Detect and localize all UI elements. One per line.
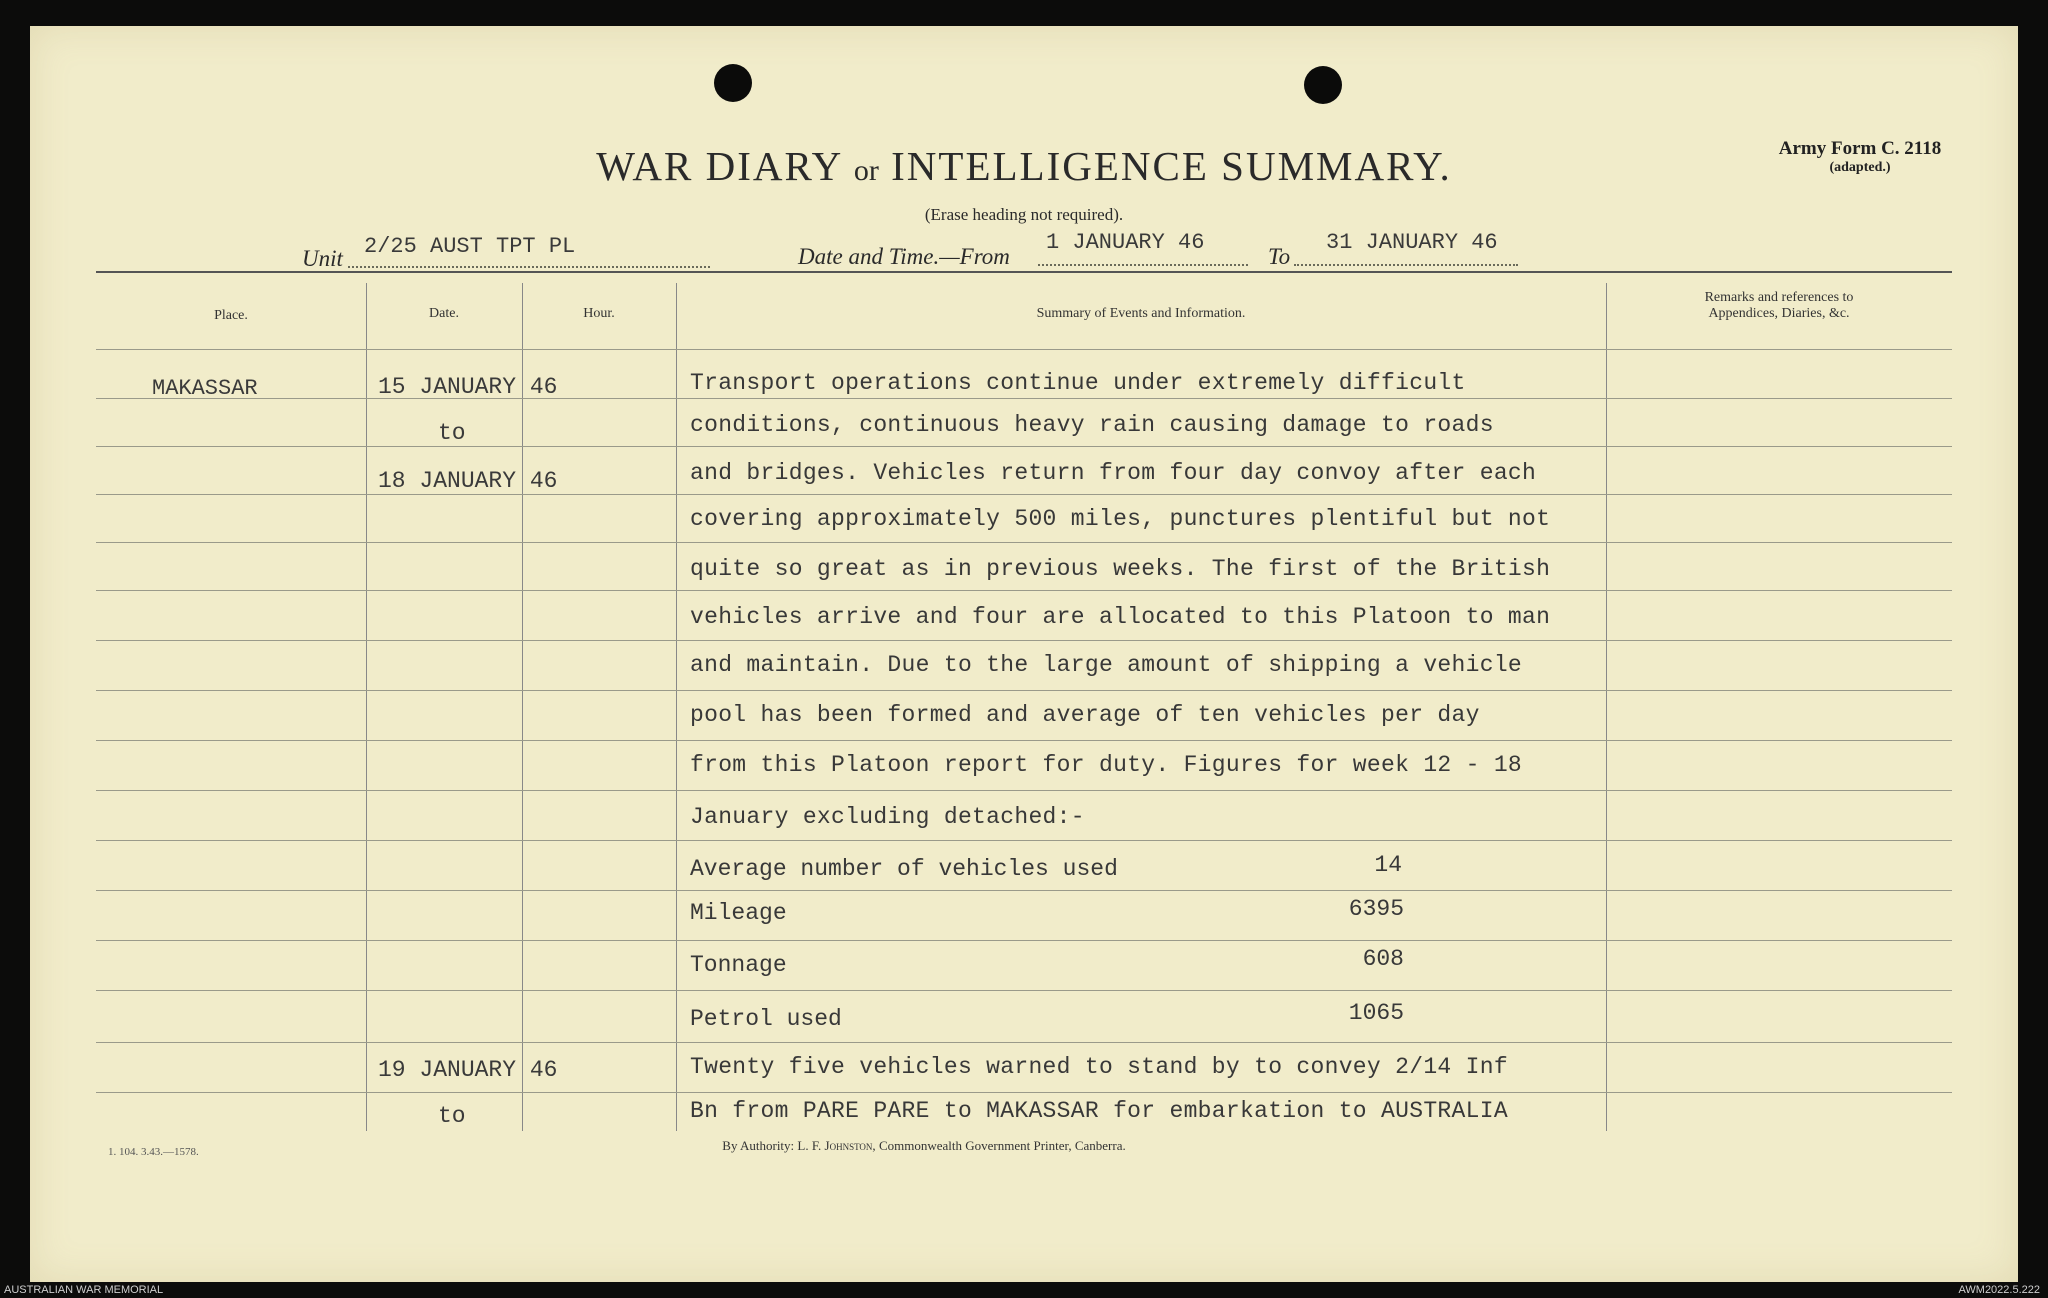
- date-to-entry: to: [438, 1103, 466, 1129]
- unit-value: 2/25 AUST TPT PL: [364, 234, 576, 259]
- place-entry: MAKASSAR: [152, 376, 258, 401]
- form-adapted: (adapted.): [1829, 160, 1891, 175]
- remarks-header-line: Remarks and references to: [1704, 290, 1854, 305]
- authority-rest: Commonwealth Government Printer, Canberra.: [878, 1138, 1126, 1153]
- summary-line: Transport operations continue under extremely difficult: [690, 370, 1466, 396]
- summary-line: Bn from PARE PARE to MAKASSAR for embarkation to AUSTRALIA: [690, 1098, 1508, 1124]
- figure-value: 14: [1374, 852, 1402, 878]
- date-to-entry: to: [438, 420, 466, 446]
- row-rule: [96, 790, 1952, 791]
- row-rule: [96, 940, 1952, 941]
- figure-label: Petrol used: [690, 1006, 842, 1032]
- date-from-value: 1 JANUARY 46: [1046, 230, 1205, 255]
- archive-institution: AUSTRALIAN WAR MEMORIAL: [4, 1284, 164, 1296]
- figure-label: Average number of vehicles used: [690, 856, 1118, 882]
- figure-label: Mileage: [690, 900, 787, 926]
- form-number: Army Form C. 2118: [1778, 138, 1942, 159]
- summary-line: pool has been formed and average of ten vehicles per day: [690, 702, 1480, 728]
- table-top-rule: [96, 271, 1952, 273]
- row-rule: [96, 590, 1952, 591]
- archive-reference: AWM2022.5.222: [1958, 1284, 2040, 1296]
- row-rule: [96, 542, 1952, 543]
- figure-value: 1065: [1348, 1000, 1404, 1026]
- column-header-date: Date.: [429, 306, 459, 321]
- row-rule: [96, 494, 1952, 495]
- row-rule: [96, 1092, 1952, 1093]
- row-rule: [96, 740, 1952, 741]
- column-divider: [522, 283, 523, 1131]
- summary-line: covering approximately 500 miles, punctures plentiful but not: [690, 506, 1551, 532]
- summary-line: Twenty five vehicles warned to stand by to convey 2/14 Inf: [690, 1054, 1508, 1080]
- row-rule: [96, 990, 1952, 991]
- row-rule: [96, 446, 1952, 447]
- column-header-place: Place.: [214, 308, 248, 323]
- summary-line: conditions, continuous heavy rain causing damage to roads: [690, 412, 1494, 438]
- title-intelligence-summary: INTELLIGENCE SUMMARY.: [891, 143, 1452, 189]
- row-rule: [96, 840, 1952, 841]
- date-entry: 18 JANUARY 46: [378, 468, 558, 494]
- punch-hole: [714, 64, 752, 102]
- summary-line: from this Platoon report for duty. Figures for week 12 - 18: [690, 752, 1523, 778]
- title-note: (Erase heading not required).: [924, 205, 1124, 224]
- authority-name: L. F. Johnston,: [797, 1138, 876, 1153]
- date-entry: 19 JANUARY 46: [378, 1057, 558, 1083]
- unit-dotted-line: [348, 266, 710, 268]
- date-from-dotted-line: [1038, 264, 1248, 266]
- authority-prefix: By Authority:: [722, 1138, 795, 1153]
- summary-line: quite so great as in previous weeks. The first of the British: [690, 556, 1551, 582]
- figure-value: 6395: [1348, 896, 1404, 922]
- column-divider: [676, 283, 677, 1131]
- row-rule: [96, 1042, 1952, 1043]
- row-rule: [96, 640, 1952, 641]
- column-header-summary: Summary of Events and Information.: [1036, 306, 1246, 321]
- title-or: or: [853, 154, 879, 187]
- printer-authority: [0, 1138, 1848, 1154]
- date-to-label: To: [1268, 244, 1291, 269]
- date-entry: 15 JANUARY 46: [378, 374, 558, 400]
- header-rule: [96, 349, 1952, 350]
- remarks-header-line: Appendices, Diaries, &c.: [1708, 306, 1850, 321]
- unit-label: Unit: [302, 246, 343, 271]
- figure-label: Tonnage: [690, 952, 787, 978]
- summary-line: and bridges. Vehicles return from four day convoy after each: [690, 460, 1537, 486]
- figure-value: 608: [1362, 946, 1404, 972]
- form-reference: [1740, 138, 1980, 176]
- summary-line: January excluding detached:-: [690, 804, 1085, 830]
- summary-line: and maintain. Due to the large amount of shipping a vehicle: [690, 652, 1523, 678]
- date-to-dotted-line: [1294, 264, 1518, 266]
- summary-line: vehicles arrive and four are allocated to this Platoon to man: [690, 604, 1551, 630]
- row-rule: [96, 690, 1952, 691]
- punch-hole: [1304, 66, 1342, 104]
- title-war-diary: WAR DIARY: [596, 143, 842, 189]
- column-divider: [1606, 283, 1607, 1131]
- row-rule: [96, 398, 1952, 399]
- column-header-hour: Hour.: [583, 306, 615, 321]
- date-to-value: 31 JANUARY 46: [1326, 230, 1498, 255]
- column-divider: [366, 283, 367, 1131]
- column-header-remarks: [1606, 290, 1952, 322]
- row-rule: [96, 890, 1952, 891]
- print-code: 1. 104. 3.43.—1578.: [108, 1146, 199, 1158]
- date-from-label: Date and Time.—From: [798, 244, 1010, 269]
